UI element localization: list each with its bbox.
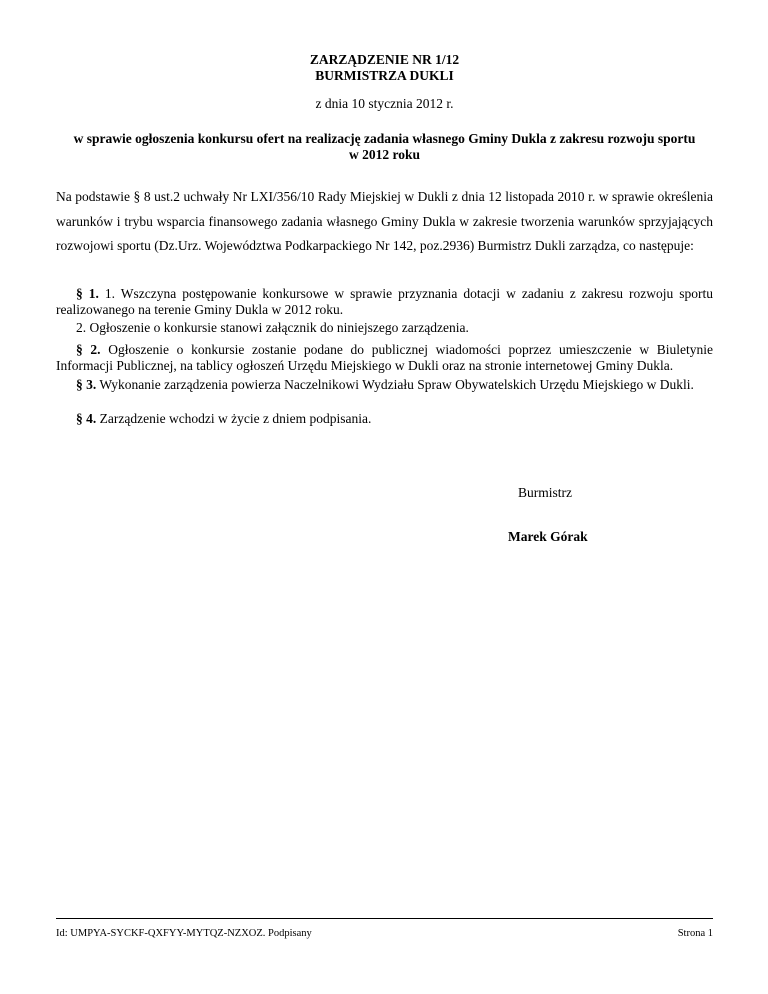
title-line-1: ZARZĄDZENIE NR 1/12 bbox=[309, 52, 460, 67]
section-1-marker: § 1. bbox=[76, 286, 99, 301]
section-2-marker: § 2. bbox=[76, 342, 101, 357]
section-4-paragraph bbox=[56, 411, 713, 427]
document-subject bbox=[56, 131, 713, 163]
intro-paragraph: Na podstawie § 8 ust.2 uchwały Nr LXI/356/10 Rady Miejskiej w Dukli z dnia 12 listopada 2010 r. w sprawie określenia warunków i trybu wsparcia finansowego zadania własnego Gminy Dukla w zakresie tworzenia warunków sprzyjających rozwojowi sportu (Dz.Urz. Województwa Podkarpackiego Nr 142, poz.2936) Burmistrz Dukli zarządza, co następuje: bbox=[56, 189, 713, 253]
footer-document-id: Id: UMPYA-SYCKF-QXFYY-MYTQZ-NZXOZ. Podpisany bbox=[56, 928, 312, 939]
section-1-point-2 bbox=[56, 320, 713, 336]
subject-line-1: w sprawie ogłoszenia konkursu ofert na realizację zadania własnego Gminy Dukla z zakresu rozwoju sportu bbox=[73, 131, 696, 146]
signature-name: Marek Górak bbox=[508, 529, 588, 544]
document-date: z dnia 10 stycznia 2012 r. bbox=[315, 96, 454, 111]
signature-title: Burmistrz bbox=[518, 485, 572, 500]
section-3-marker: § 3. bbox=[76, 377, 97, 392]
document-title bbox=[56, 52, 713, 84]
document-page bbox=[56, 0, 713, 994]
section-2-text: Ogłoszenie o konkursie zostanie podane do publicznej wiadomości poprzez umieszczenie w Biuletynie Informacji Publicznej, na tablicy ogłoszeń Urzędu Miejskiego w Dukli oraz na stronie internetowej Gminy Dukla. bbox=[56, 342, 714, 373]
subject-line-2: w 2012 roku bbox=[348, 147, 420, 162]
title-line-2: BURMISTRZA DUKLI bbox=[315, 68, 454, 83]
section-1-point-2-text: 2. Ogłoszenie o konkursie stanowi załącznik do niniejszego zarządzenia. bbox=[76, 320, 469, 335]
section-4-text: Zarządzenie wchodzi w życie z dniem podpisania. bbox=[96, 411, 372, 426]
section-1-paragraph bbox=[56, 286, 713, 318]
footer-page-number: Strona 1 bbox=[677, 928, 713, 939]
section-1-text: 1. Wszczyna postępowanie konkursowe w sprawie przyznania dotacji w zadaniu z zakresu rozwoju sportu realizowanego na terenie Gminy Dukla w 2012 roku. bbox=[56, 286, 713, 317]
section-4-marker: § 4. bbox=[76, 411, 97, 426]
section-3-text: Wykonanie zarządzenia powierza Naczelnikowi Wydziału Spraw Obywatelskich Urzędu Miejskiego w Dukli. bbox=[96, 377, 694, 392]
section-3-paragraph bbox=[56, 377, 713, 393]
footer-divider bbox=[56, 918, 713, 919]
section-2-paragraph bbox=[56, 342, 713, 374]
